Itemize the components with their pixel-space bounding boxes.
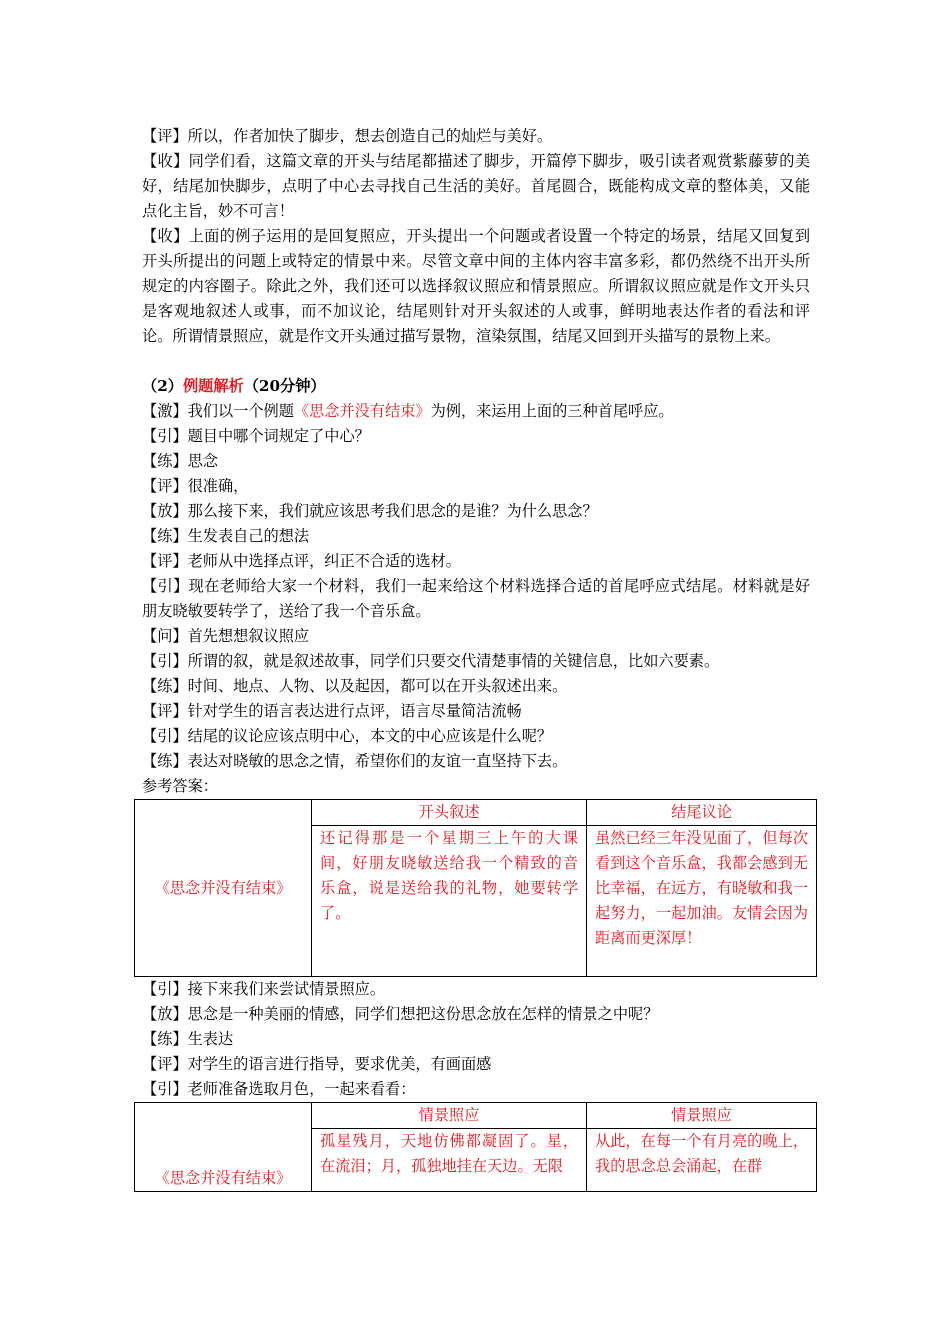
- table-row-label: 《思念并没有结束》: [135, 800, 312, 977]
- paragraph-summary-1: 【收】同学们看，这篇文章的开头与结尾都描述了脚步，开篇停下脚步，吸引读者观赏紫藤萝的美好，结尾加快脚步，点明了中心去寻找自己生活的美好。首尾圆合，既能构成文章的整体美，又能点化主旨，妙不可言！: [142, 152, 810, 220]
- document-content: [142, 124, 810, 1192]
- table-col-header: 情景照应: [587, 1103, 817, 1129]
- dialogue-line: 【引】接下来我们来尝试情景照应。: [142, 980, 385, 998]
- table-col-header: 结尾议论: [587, 800, 817, 826]
- section-heading: [142, 374, 810, 399]
- dialogue-line: 【练】表达对晓敏的思念之情，希望你们的友谊一直坚持下去。: [142, 752, 568, 770]
- paragraph-comment: 【评】所以，作者加快了脚步，想去创造自己的灿烂与美好。: [142, 127, 553, 145]
- answer-table-narration: [134, 799, 817, 977]
- table-cell-opening: 孤星残月，天地仿佛都凝固了。星，在流泪；月，孤独地挂在天边。无限: [312, 1129, 587, 1192]
- table-col-header: 开头叙述: [312, 800, 587, 826]
- dialogue-line: 【引】所谓的叙，就是叙述故事，同学们只要交代清楚事情的关键信息，比如六要素。: [142, 652, 720, 670]
- dialogue-line: 【问】首先想想叙议照应: [142, 627, 310, 645]
- reference-answer-label: 参考答案：: [142, 777, 218, 795]
- table-header-row: [135, 1103, 817, 1129]
- dialogue-line: 【引】题目中哪个词规定了中心？: [142, 427, 370, 445]
- dialogue-line: 【练】生表达: [142, 1030, 234, 1048]
- dialogue-line: 【练】时间、地点、人物、以及起因，都可以在开头叙述出来。: [142, 677, 568, 695]
- table-cell-ending: 虽然已经三年没见面了，但每次看到这个音乐盒，我都会感到无比幸福，在远方，有晓敏和我一起努力，一起加油。友情会因为距离而更深厚！: [587, 826, 817, 977]
- table-row-label: 《思念并没有结束》: [135, 1103, 312, 1192]
- table-cell-opening: 还记得那是一个星期三上午的大课间，好朋友晓敏送给我一个精致的音乐盒，说是送给我的礼物，她要转学了。: [312, 826, 587, 977]
- table-header-row: [135, 800, 817, 826]
- paragraph-summary-2: 【收】上面的例子运用的是回复照应，开头提出一个问题或者设置一个特定的场景，结尾又回复到开头所提出的问题上或特定的情景中来。尽管文章中间的主体内容丰富多彩，都仍然绕不出开头所规定的内容圈子。除此之外，我们还可以选择叙议照应和情景照应。所谓叙议照应就是作文开头只是客观地叙述人或事，而不加议论，结尾则针对开头叙述的人或事，鲜明地表达作者的看法和评论。所谓情景照应，就是作文开头通过描写景物，渲染氛围，结尾又回到开头描写的景物上来。: [142, 227, 810, 345]
- table-col-header: 情景照应: [312, 1103, 587, 1129]
- dialogue-line: 【放】那么接下来，我们就应该思考我们思念的是谁？为什么思念？: [142, 502, 598, 520]
- section-number: （2）: [142, 377, 183, 395]
- dialogue-line: 【放】思念是一种美丽的情感，同学们想把这份思念放在怎样的情景之中呢？: [142, 1005, 659, 1023]
- dialogue-line: 【引】老师准备选取月色，一起来看看：: [142, 1080, 416, 1098]
- dialogue-line: 【评】对学生的语言进行指导，要求优美，有画面感: [142, 1055, 492, 1073]
- section-duration: （20分钟）: [243, 377, 326, 395]
- section-title: 例题解析: [182, 377, 244, 395]
- dialogue-line: 【引】现在老师给大家一个材料，我们一起来给这个材料选择合适的首尾呼应式结尾。材料就是好朋友晓敏要转学了，送给了我一个音乐盒。: [142, 577, 810, 620]
- dialogue-line: 【练】思念: [142, 452, 218, 470]
- table-cell-ending: 从此，在每一个有月亮的晚上，我的思念总会涌起，在群: [587, 1129, 817, 1192]
- dialogue-line: 【引】结尾的议论应该点明中心，本文的中心应该是什么呢？: [142, 727, 553, 745]
- intro-line: [142, 399, 810, 424]
- dialogue-line: 【练】生发表自己的想法: [142, 527, 310, 545]
- intro-prefix: 【激】我们以一个例题: [142, 402, 294, 420]
- spacer: [142, 349, 810, 374]
- intro-suffix: 为例，来运用上面的三种首尾呼应。: [430, 402, 674, 420]
- intro-essay-title: 《思念并没有结束》: [293, 402, 431, 420]
- dialogue-line: 【评】针对学生的语言表达进行点评，语言尽量简洁流畅: [142, 702, 522, 720]
- dialogue-line: 【评】老师从中选择点评，纠正不合适的选材。: [142, 552, 461, 570]
- dialogue-line: 【评】很准确，: [142, 477, 249, 495]
- answer-table-scene: [134, 1102, 817, 1192]
